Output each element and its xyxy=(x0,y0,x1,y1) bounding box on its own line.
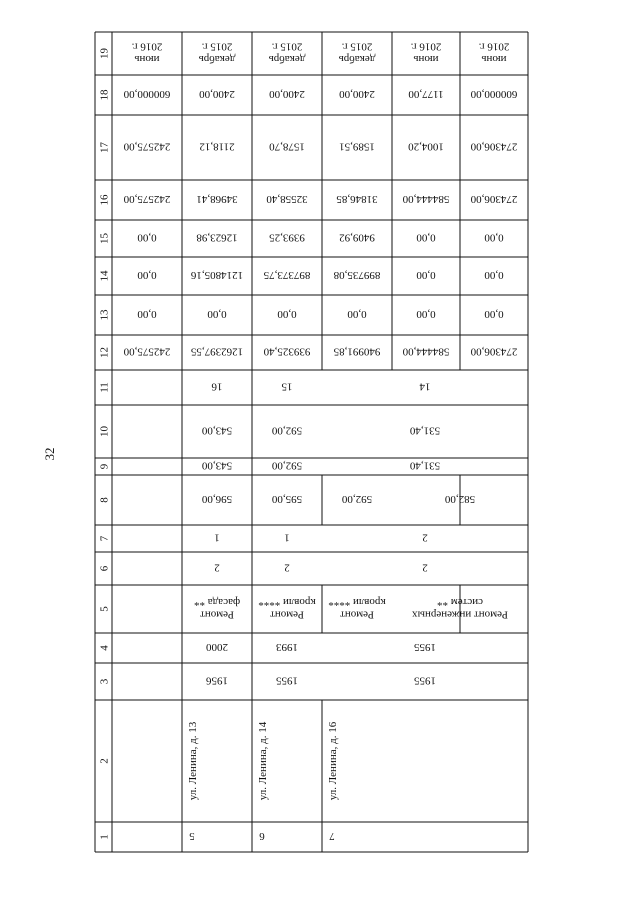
cell-r7b-c14: 0,00 xyxy=(416,269,436,282)
cell-r7b-c12: 584444,00 xyxy=(402,345,450,358)
cell-r5-c19: декабрь2015 г. xyxy=(198,40,236,65)
cell-r7c-c17: 274306,00 xyxy=(470,140,518,153)
cell-r5-c10: 543,00 xyxy=(201,424,233,437)
cell-r6-c2: ул. Ленина, д. 14 xyxy=(256,721,269,801)
cell-r6-c14: 897373,75 xyxy=(263,269,311,282)
column-header-12: 12 xyxy=(98,347,111,358)
cell-r7b-c19: июнь2016 г. xyxy=(410,40,442,65)
cell-r7a-c16: 31846,85 xyxy=(336,193,378,206)
cell-r7-c4: 1955 xyxy=(414,641,436,654)
cell-r6-c16: 32558,40 xyxy=(266,193,308,206)
column-header-18: 18 xyxy=(98,89,111,101)
cell-r6-c5: Ремонткровли **** xyxy=(258,595,316,621)
cell-r7a-c19: декабрь2015 г. xyxy=(338,40,376,65)
cell-r5-c11: 16 xyxy=(211,380,223,393)
cell-r7-c6: 2 xyxy=(422,561,428,574)
cell-r0-c13: 0,00 xyxy=(137,308,157,321)
cell-r7-c10: 531,40 xyxy=(409,424,441,437)
cell-r7-c9: 531,40 xyxy=(409,459,441,472)
cell-r6-c6: 2 xyxy=(284,561,290,574)
cell-r5-c3: 1956 xyxy=(206,674,228,687)
cell-r7a-c17: 1589,51 xyxy=(339,140,375,153)
cell-r5-c6: 2 xyxy=(214,561,220,574)
cell-r0-c16: 242575,00 xyxy=(123,193,171,206)
cell-r7b-c5: Ремонт инженерныхсистем ** xyxy=(412,595,508,621)
cell-r7-c11: 14 xyxy=(419,380,431,393)
cell-r5-c8: 596,00 xyxy=(201,493,233,506)
cell-r0-c18: 600000,00 xyxy=(123,88,171,101)
cell-r7c-c16: 274306,00 xyxy=(470,193,518,206)
page-number: 32 xyxy=(42,447,57,461)
cell-r7a-c8: 592,00 xyxy=(341,493,373,506)
cell-r7c-c15: 0,00 xyxy=(484,231,504,244)
cell-r6-c17: 1578,70 xyxy=(269,140,305,153)
cell-r7c-c12: 274306,00 xyxy=(470,345,518,358)
table-grid xyxy=(95,32,528,852)
cell-r5-c7: 1 xyxy=(214,531,220,544)
cell-r6-c4: 1993 xyxy=(276,641,298,654)
column-header-7: 7 xyxy=(98,535,111,542)
cell-r7a-c5: Ремонткровли **** xyxy=(328,595,386,621)
column-header-3: 3 xyxy=(98,678,111,685)
cell-r7a-c18: 2400,00 xyxy=(339,88,375,101)
cell-r6-c3: 1955 xyxy=(276,674,298,687)
cell-r0-c17: 242575,00 xyxy=(123,140,171,153)
cell-r5-c13: 0,00 xyxy=(207,308,227,321)
cell-r5-c2: ул. Ленина, д. 13 xyxy=(186,721,199,801)
cell-r7-c7: 2 xyxy=(422,531,428,544)
cell-r7a-c1: 7 xyxy=(329,830,335,843)
table-text xyxy=(98,40,517,842)
column-header-10: 10 xyxy=(98,426,111,437)
column-header-13: 13 xyxy=(98,309,111,321)
column-header-8: 8 xyxy=(98,497,111,503)
cell-r6-c18: 2400,00 xyxy=(269,88,305,101)
cell-r6-c15: 9393,25 xyxy=(269,231,305,244)
column-header-16: 16 xyxy=(98,194,111,206)
cell-r0-c15: 0,00 xyxy=(137,231,157,244)
cell-r5-c4: 2000 xyxy=(206,641,228,654)
cell-r7c-c18: 600000,00 xyxy=(470,88,518,101)
column-header-2: 2 xyxy=(98,758,111,764)
cell-r5-c18: 2400,00 xyxy=(199,88,235,101)
cell-r7a-c15: 9409,92 xyxy=(339,231,375,244)
cell-r5-c12: 1262397,55 xyxy=(190,345,244,358)
column-header-4: 4 xyxy=(98,645,111,651)
column-header-14: 14 xyxy=(98,270,111,282)
cell-r6-c19: декабрь2015 г. xyxy=(268,40,306,65)
cell-r5-c17: 2118,12 xyxy=(199,140,235,153)
column-header-9: 9 xyxy=(98,463,111,470)
cell-r7b-c8: 582,00 xyxy=(444,493,476,506)
cell-r6-c12: 939325,40 xyxy=(263,345,311,358)
cell-r7b-c13: 0,00 xyxy=(416,308,436,321)
cell-r0-c19: июнь2016 г. xyxy=(131,40,163,65)
cell-r7c-c14: 0,00 xyxy=(484,269,504,282)
cell-r5-c9: 543,00 xyxy=(201,459,233,472)
cell-r5-c14: 1214805,16 xyxy=(190,269,244,282)
column-header-19: 19 xyxy=(98,48,111,59)
cell-r7a-c2: ул. Ленина, д. 16 xyxy=(326,721,339,801)
column-header-6: 6 xyxy=(98,565,111,572)
cell-r5-c5: Ремонтфасада ** xyxy=(193,595,241,621)
cell-r7b-c15: 0,00 xyxy=(416,231,436,244)
cell-r6-c9: 592,00 xyxy=(271,459,303,472)
column-header-17: 17 xyxy=(98,142,111,153)
column-header-11: 11 xyxy=(98,382,111,393)
cell-r6-c7: 1 xyxy=(284,531,290,544)
cell-r7-c3: 1955 xyxy=(414,674,436,687)
cell-r6-c10: 592,00 xyxy=(271,424,303,437)
cell-r5-c1: 5 xyxy=(189,830,195,843)
cell-r7a-c13: 0,00 xyxy=(347,308,367,321)
column-header-5: 5 xyxy=(98,606,111,612)
column-header-15: 15 xyxy=(98,233,111,244)
cell-r7a-c14: 899735,08 xyxy=(333,269,381,282)
cell-r7c-c13: 0,00 xyxy=(484,308,504,321)
column-header-1: 1 xyxy=(98,834,111,840)
cell-r7b-c16: 584444,00 xyxy=(402,193,450,206)
cell-r0-c12: 242575,00 xyxy=(123,345,171,358)
cell-r5-c15: 12623,98 xyxy=(196,231,238,244)
cell-r7a-c12: 940991,85 xyxy=(333,345,381,358)
cell-r0-c14: 0,00 xyxy=(137,269,157,282)
cell-r6-c13: 0,00 xyxy=(277,308,297,321)
cell-r7c-c19: июнь2016 г. xyxy=(478,40,510,65)
cell-r6-c1: 6 xyxy=(259,830,265,843)
cell-r5-c16: 34968,41 xyxy=(196,193,238,206)
cell-r6-c8: 595,00 xyxy=(271,493,303,506)
cell-r7b-c18: 1177,00 xyxy=(408,88,444,101)
cell-r6-c11: 15 xyxy=(281,380,293,393)
cell-r7b-c17: 1004,20 xyxy=(408,140,444,153)
